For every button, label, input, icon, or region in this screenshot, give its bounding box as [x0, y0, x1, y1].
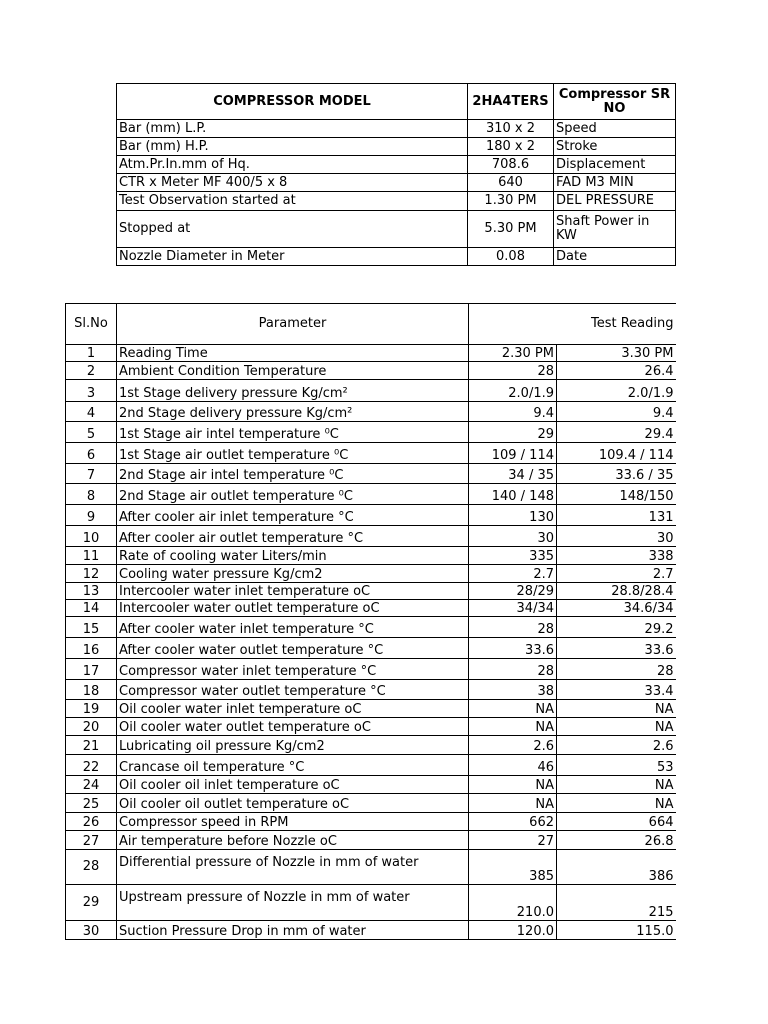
- test-reading-row: [66, 794, 676, 813]
- reading-1-cell: NA: [469, 776, 557, 794]
- parameter-cell: 2nd Stage delivery pressure Kg/cm²: [117, 402, 469, 422]
- parameter-cell: After cooler air outlet temperature °C: [117, 526, 469, 547]
- reading-1-cell: 120.0: [469, 921, 557, 940]
- reading-1-cell: 28: [469, 659, 557, 680]
- reading-1-cell: 9.4: [469, 402, 557, 422]
- slno-cell: 29: [66, 885, 117, 921]
- parameter-cell: Oil cooler oil inlet temperature oC: [117, 776, 469, 794]
- test-reading-row: [66, 380, 676, 402]
- reading-2-cell: NA: [557, 794, 676, 813]
- test-reading-table: [65, 303, 676, 940]
- slno-cell: 21: [66, 736, 117, 755]
- parameter-cell: 2nd Stage air intel temperature ⁰C: [117, 464, 469, 484]
- reading-2-cell: 386: [557, 850, 676, 885]
- parameter-cell: Suction Pressure Drop in mm of water: [117, 921, 469, 940]
- info-right-label: Stroke: [554, 138, 676, 156]
- info-right-label: Speed: [554, 120, 676, 138]
- info-label: Test Observation started at: [117, 192, 468, 211]
- slno-cell: 17: [66, 659, 117, 680]
- info-value: 708.6: [468, 156, 554, 174]
- parameter-cell: Oil cooler water outlet temperature oC: [117, 718, 469, 736]
- reading-1-cell: 29: [469, 422, 557, 443]
- info-value: 640: [468, 174, 554, 192]
- reading-2-cell: 33.6: [557, 638, 676, 659]
- test-reading-row: [66, 547, 676, 565]
- test-reading-row: [66, 736, 676, 755]
- info-label: Nozzle Diameter in Meter: [117, 248, 468, 266]
- slno-cell: 19: [66, 700, 117, 718]
- compressor-info-row: [117, 174, 676, 192]
- slno-cell: 6: [66, 443, 117, 464]
- info-value: 310 x 2: [468, 120, 554, 138]
- slno-cell: 2: [66, 362, 117, 380]
- compressor-info-row: [117, 138, 676, 156]
- compressor-model-label: COMPRESSOR MODEL: [117, 84, 468, 120]
- test-reading-row: [66, 484, 676, 505]
- parameter-cell: Upstream pressure of Nozzle in mm of water: [117, 885, 469, 921]
- parameter-cell: Intercooler water outlet temperature oC: [117, 600, 469, 617]
- reading-1-cell: 34/34: [469, 600, 557, 617]
- info-right-label: Date: [554, 248, 676, 266]
- slno-cell: 1: [66, 345, 117, 362]
- reading-1-cell: 385: [469, 850, 557, 885]
- slno-cell: 7: [66, 464, 117, 484]
- reading-2-cell: 148/150: [557, 484, 676, 505]
- compressor-info-row: [117, 192, 676, 211]
- reading-2-cell: 29.4: [557, 422, 676, 443]
- parameter-cell: Cooling water pressure Kg/cm2: [117, 565, 469, 583]
- reading-1-cell: 2.6: [469, 736, 557, 755]
- reading-2-cell: 131: [557, 505, 676, 526]
- reading-2-cell: 664: [557, 813, 676, 831]
- test-reading-row: [66, 850, 676, 885]
- reading-1-cell: 34 / 35: [469, 464, 557, 484]
- info-label: Bar (mm) H.P.: [117, 138, 468, 156]
- reading-1-cell: 28: [469, 617, 557, 638]
- slno-cell: 27: [66, 831, 117, 850]
- reading-2-cell: 9.4: [557, 402, 676, 422]
- parameter-cell: 2nd Stage air outlet temperature ⁰C: [117, 484, 469, 505]
- reading-1-cell: NA: [469, 700, 557, 718]
- parameter-cell: Compressor water outlet temperature °C: [117, 680, 469, 700]
- parameter-cell: Crancase oil temperature °C: [117, 755, 469, 776]
- test-reading-row: [66, 402, 676, 422]
- reading-2-cell: NA: [557, 776, 676, 794]
- reading-2-cell: 115.0: [557, 921, 676, 940]
- slno-cell: 8: [66, 484, 117, 505]
- compressor-info-row: [117, 120, 676, 138]
- reading-2-cell: 53: [557, 755, 676, 776]
- parameter-cell: After cooler air inlet temperature °C: [117, 505, 469, 526]
- parameter-cell: Oil cooler oil outlet temperature oC: [117, 794, 469, 813]
- info-right-label: Shaft Power in KW: [554, 211, 676, 248]
- info-label: Bar (mm) L.P.: [117, 120, 468, 138]
- test-reading-row: [66, 422, 676, 443]
- reading-2-cell: 28.8/28.4: [557, 583, 676, 600]
- slno-cell: 24: [66, 776, 117, 794]
- slno-cell: 13: [66, 583, 117, 600]
- reading-1-cell: 335: [469, 547, 557, 565]
- test-reading-row: [66, 464, 676, 484]
- test-reading-row: [66, 680, 676, 700]
- reading-2-cell: 338: [557, 547, 676, 565]
- slno-cell: 28: [66, 850, 117, 885]
- reading-1-cell: 28: [469, 362, 557, 380]
- parameter-cell: Compressor speed in RPM: [117, 813, 469, 831]
- reading-2-cell: NA: [557, 718, 676, 736]
- slno-cell: 30: [66, 921, 117, 940]
- test-reading-body: [66, 345, 676, 940]
- test-reading-header-row: [66, 304, 676, 345]
- parameter-cell: Differential pressure of Nozzle in mm of water: [117, 850, 469, 885]
- reading-2-cell: 2.0/1.9: [557, 380, 676, 402]
- parameter-cell: After cooler water outlet temperature °C: [117, 638, 469, 659]
- compressor-info-row: [117, 156, 676, 174]
- reading-2-cell: 28: [557, 659, 676, 680]
- parameter-cell: 1st Stage air outlet temperature ⁰C: [117, 443, 469, 464]
- reading-1-cell: 27: [469, 831, 557, 850]
- test-reading-row: [66, 617, 676, 638]
- test-reading-row: [66, 755, 676, 776]
- test-reading-row: [66, 885, 676, 921]
- reading-2-cell: 3.30 PM: [557, 345, 676, 362]
- reading-1-cell: 38: [469, 680, 557, 700]
- compressor-srno-label: Compressor SR NO: [554, 84, 676, 120]
- parameter-cell: 1st Stage delivery pressure Kg/cm²: [117, 380, 469, 402]
- parameter-cell: After cooler water inlet temperature °C: [117, 617, 469, 638]
- test-reading-row: [66, 362, 676, 380]
- reading-1-cell: 2.30 PM: [469, 345, 557, 362]
- reading-1-cell: 662: [469, 813, 557, 831]
- slno-cell: 9: [66, 505, 117, 526]
- compressor-info-row: [117, 211, 676, 248]
- reading-1-cell: 140 / 148: [469, 484, 557, 505]
- test-reading-row: [66, 831, 676, 850]
- test-reading-row: [66, 583, 676, 600]
- reading-1-cell: 2.7: [469, 565, 557, 583]
- slno-cell: 11: [66, 547, 117, 565]
- reading-2-cell: 215: [557, 885, 676, 921]
- info-label: Stopped at: [117, 211, 468, 248]
- reading-2-cell: 109.4 / 114: [557, 443, 676, 464]
- parameter-cell: Lubricating oil pressure Kg/cm2: [117, 736, 469, 755]
- reading-2-cell: 26.8: [557, 831, 676, 850]
- test-reading-row: [66, 600, 676, 617]
- slno-cell: 18: [66, 680, 117, 700]
- reading-1-cell: 28/29: [469, 583, 557, 600]
- parameter-cell: Ambient Condition Temperature: [117, 362, 469, 380]
- slno-cell: 16: [66, 638, 117, 659]
- reading-1-cell: 210.0: [469, 885, 557, 921]
- slno-cell: 5: [66, 422, 117, 443]
- parameter-cell: Compressor water inlet temperature °C: [117, 659, 469, 680]
- info-value: 5.30 PM: [468, 211, 554, 248]
- test-reading-row: [66, 443, 676, 464]
- test-reading-row: [66, 700, 676, 718]
- reading-1-cell: 46: [469, 755, 557, 776]
- parameter-cell: Rate of cooling water Liters/min: [117, 547, 469, 565]
- info-value: 0.08: [468, 248, 554, 266]
- slno-cell: 15: [66, 617, 117, 638]
- reading-2-cell: 34.6/34: [557, 600, 676, 617]
- info-label: Atm.Pr.In.mm of Hq.: [117, 156, 468, 174]
- slno-cell: 22: [66, 755, 117, 776]
- test-reading-row: [66, 921, 676, 940]
- parameter-cell: Oil cooler water inlet temperature oC: [117, 700, 469, 718]
- test-reading-row: [66, 526, 676, 547]
- test-reading-row: [66, 638, 676, 659]
- test-reading-row: [66, 813, 676, 831]
- compressor-model-value: 2HA4TERS: [468, 84, 554, 120]
- reading-2-cell: 2.6: [557, 736, 676, 755]
- test-reading-header: Test Reading: [469, 304, 676, 345]
- reading-1-cell: 130: [469, 505, 557, 526]
- info-label: CTR x Meter MF 400/5 x 8: [117, 174, 468, 192]
- reading-2-cell: 26.4: [557, 362, 676, 380]
- info-right-label: DEL PRESSURE: [554, 192, 676, 211]
- reading-2-cell: NA: [557, 700, 676, 718]
- test-reading-row: [66, 505, 676, 526]
- reading-2-cell: 2.7: [557, 565, 676, 583]
- reading-2-cell: 30: [557, 526, 676, 547]
- slno-cell: 4: [66, 402, 117, 422]
- slno-cell: 14: [66, 600, 117, 617]
- reading-1-cell: 109 / 114: [469, 443, 557, 464]
- test-reading-row: [66, 776, 676, 794]
- compressor-info-table: [116, 83, 676, 266]
- slno-cell: 25: [66, 794, 117, 813]
- slno-cell: 20: [66, 718, 117, 736]
- parameter-cell: Reading Time: [117, 345, 469, 362]
- info-right-label: FAD M3 MIN: [554, 174, 676, 192]
- parameter-cell: Intercooler water inlet temperature oC: [117, 583, 469, 600]
- slno-cell: 12: [66, 565, 117, 583]
- reading-1-cell: 2.0/1.9: [469, 380, 557, 402]
- slno-cell: 26: [66, 813, 117, 831]
- slno-header: Sl.No: [66, 304, 117, 345]
- reading-1-cell: 30: [469, 526, 557, 547]
- parameter-header: Parameter: [117, 304, 469, 345]
- reading-2-cell: 33.4: [557, 680, 676, 700]
- reading-1-cell: NA: [469, 718, 557, 736]
- test-reading-row: [66, 345, 676, 362]
- reading-2-cell: 29.2: [557, 617, 676, 638]
- compressor-info-header-row: [117, 84, 676, 120]
- info-right-label: Displacement: [554, 156, 676, 174]
- reading-1-cell: NA: [469, 794, 557, 813]
- slno-cell: 10: [66, 526, 117, 547]
- info-value: 180 x 2: [468, 138, 554, 156]
- parameter-cell: Air temperature before Nozzle oC: [117, 831, 469, 850]
- test-reading-row: [66, 659, 676, 680]
- compressor-info-row: [117, 248, 676, 266]
- reading-1-cell: 33.6: [469, 638, 557, 659]
- info-value: 1.30 PM: [468, 192, 554, 211]
- test-reading-row: [66, 565, 676, 583]
- test-reading-row: [66, 718, 676, 736]
- slno-cell: 3: [66, 380, 117, 402]
- parameter-cell: 1st Stage air intel temperature ⁰C: [117, 422, 469, 443]
- reading-2-cell: 33.6 / 35: [557, 464, 676, 484]
